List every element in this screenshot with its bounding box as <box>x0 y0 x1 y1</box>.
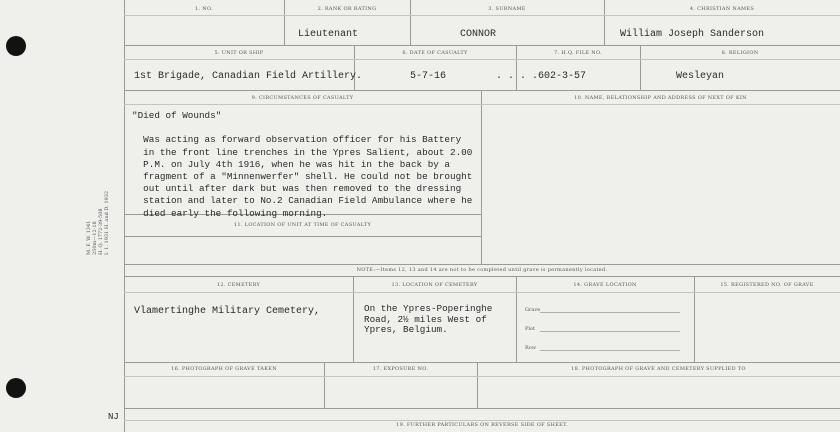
grave-label: Grave <box>525 307 541 313</box>
hq-file-value: . . . .602-3-57 <box>496 71 587 82</box>
date-value: 5-7-16 <box>410 71 447 82</box>
header-registered: 15. REGISTERED NO. OF GRAVE <box>720 282 814 288</box>
header-grave-location: 14. GRAVE LOCATION <box>573 282 637 288</box>
header-no: 1. NO. <box>195 6 213 12</box>
religion-value: Wesleyan <box>676 71 725 82</box>
circumstances-text: "Died of Wounds" Was acting as forward observation officer for his Battery in the front line trenches in the Ypres Salient, about 2.00 P.M. on July 4th 1916, when he was hit in the back by a fragment of a "Minnenwerfer" shell. He could not be brought out until after dark but was then removed to the dressing station and later to No.2 Canadian Field Ambulance where he died early the following morning. <box>132 110 473 219</box>
header-hq-file: 7. H.Q. FILE NO. <box>554 50 602 56</box>
form-code: M. F. W. 1341 250m—12-18 H. Q. 1772-39-508 I. 1. 1931 H. and D. 1932 <box>86 190 110 255</box>
note-text: NOTE:—Items 12, 13 and 14 are not to be completed until grave is permanently located. <box>356 267 608 273</box>
cemetery-value: Vlamertinghe Military Cemetery, <box>134 306 321 317</box>
header-unit: 5. UNIT OR SHIP <box>214 50 264 56</box>
header-next-of-kin: 10. NAME, RELATIONSHIP AND ADDRESS OF NEXT OF KIN <box>574 95 747 101</box>
header-surname: 3. SURNAME <box>488 6 526 12</box>
punch-hole-bottom <box>6 378 26 398</box>
christian-names-value: William Joseph Sanderson <box>620 29 765 40</box>
clerk-initials: NJ <box>108 412 119 422</box>
header-circumstances: 9. CIRCUMSTANCES OF CASUALTY <box>251 95 354 101</box>
punch-hole-top <box>6 36 26 56</box>
surname-value: CONNOR <box>460 29 497 40</box>
rank-value: Lieutenant <box>298 29 359 40</box>
header-exposure: 17. EXPOSURE NO. <box>372 366 429 372</box>
header-christian-names: 4. CHRISTIAN NAMES <box>689 6 755 12</box>
header-location-unit: 11. LOCATION OF UNIT AT TIME OF CASUALTY <box>233 222 372 228</box>
header-rank: 2. RANK OR RATING <box>317 6 377 12</box>
header-cemetery: 12. CEMETERY <box>216 282 261 288</box>
header-photo-taken: 16. PHOTOGRAPH OF GRAVE TAKEN <box>171 366 277 372</box>
loc-cemetery-value: On the Ypres-Poperinghe Road, 2½ miles West of Ypres, Belgium. <box>364 303 493 335</box>
row-label: Row <box>525 345 537 351</box>
header-further: 19. FURTHER PARTICULARS ON REVERSE SIDE OF SHEET. <box>396 422 568 428</box>
header-religion: 8. RELIGION <box>721 50 759 56</box>
header-date: 6. DATE OF CASUALTY <box>402 50 468 56</box>
plot-label: Plot <box>525 326 535 332</box>
header-loc-cemetery: 13. LOCATION OF CEMETERY <box>391 282 478 288</box>
unit-value: 1st Brigade, Canadian Field Artillery. <box>134 71 363 82</box>
header-photo-supplied: 18. PHOTOGRAPH OF GRAVE AND CEMETERY SUPPLIED TO <box>571 366 746 372</box>
